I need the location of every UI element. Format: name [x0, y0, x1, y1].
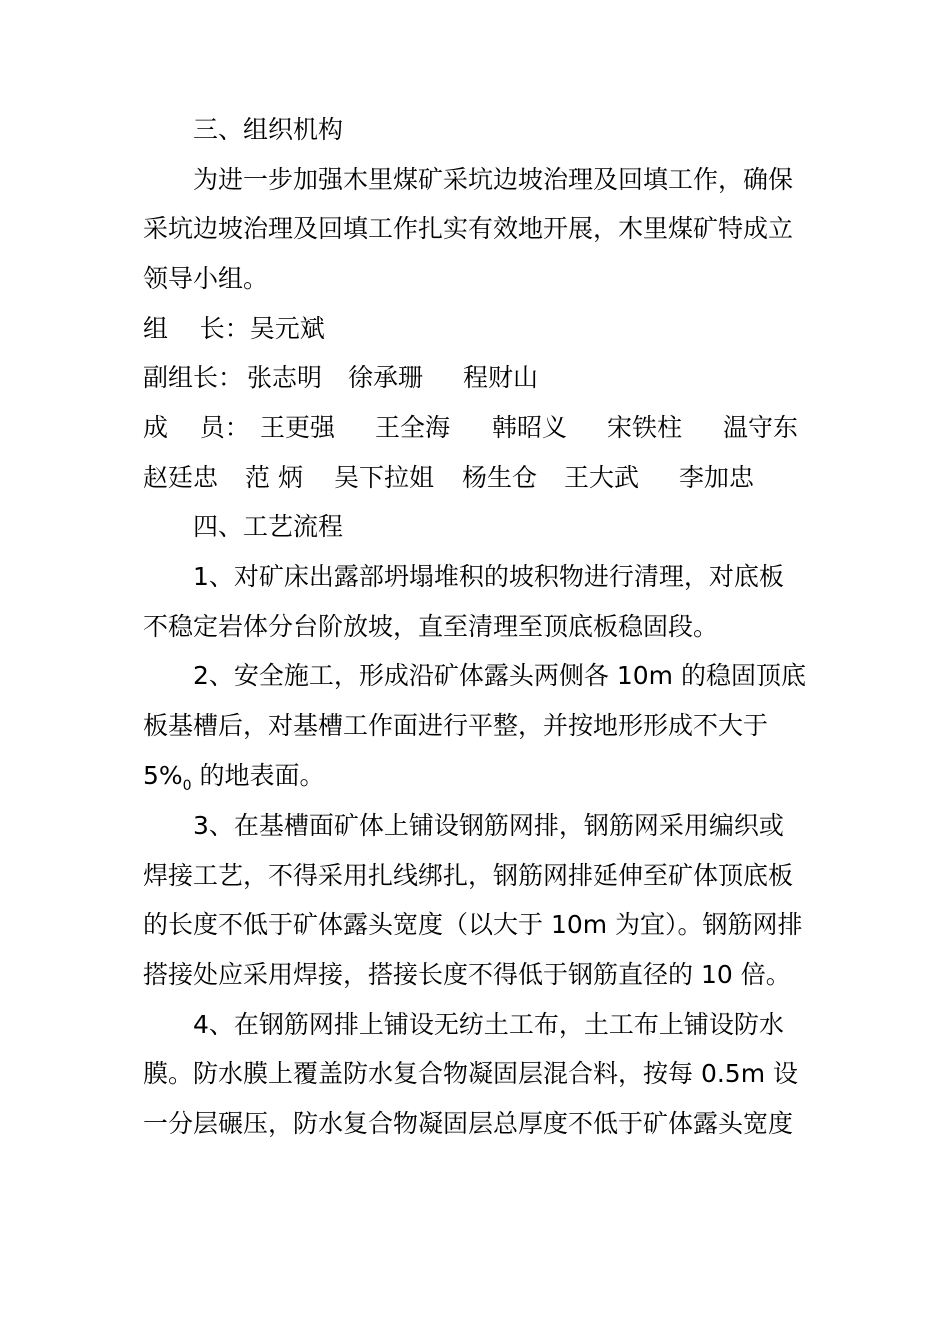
member-name: 王大武: [564, 463, 640, 492]
section-heading-organization: 三、组织机构: [193, 115, 344, 144]
member-name: 宋铁柱: [607, 413, 683, 442]
percent-subscript: 0: [182, 778, 192, 794]
member-name: 温守东: [723, 413, 799, 442]
paragraph-line: 采坑边坡治理及回填工作扎实有效地开展，木里煤矿特成立: [143, 214, 794, 243]
leader-line: [143, 313, 325, 345]
vice-leader-name: 张志明: [247, 363, 323, 392]
paragraph-line: 为进一步加强木里煤矿采坑边坡治理及回填工作，确保: [193, 165, 794, 194]
percent-value: 5%: [143, 761, 183, 790]
vice-leader-line: [143, 362, 843, 394]
members-label: 成 员：: [143, 413, 250, 442]
member-name: 赵廷忠: [143, 463, 219, 492]
paragraph-line: 一分层碾压，防水复合物凝固层总厚度不低于矿体露头宽度: [143, 1109, 794, 1138]
paragraph-line: 4、在钢筋网排上铺设无纺土工布，土工布上铺设防水: [193, 1010, 784, 1039]
members-line-1: [143, 412, 843, 444]
section-heading-process: 四、工艺流程: [193, 512, 344, 541]
member-name: 李加忠: [679, 463, 755, 492]
paragraph-line: 不稳定岩体分台阶放坡，直至清理至顶底板稳固段。: [143, 612, 719, 641]
paragraph-line: 领导小组。: [143, 264, 269, 293]
member-name: 韩昭义: [492, 413, 568, 442]
paragraph-line: 2、安全施工，形成沿矿体露头两侧各 10m 的稳固顶底: [193, 661, 806, 690]
members-line-2: [143, 462, 843, 494]
paragraph-line: 3、在基槽面矿体上铺设钢筋网排，钢筋网采用编织或: [193, 811, 784, 840]
paragraph-line: 焊接工艺，不得采用扎线绑扎，钢筋网排延伸至矿体顶底板: [143, 861, 794, 890]
member-name: 杨生仓: [462, 463, 538, 492]
paragraph-line: [143, 760, 325, 792]
vice-leader-name: 徐承珊: [348, 363, 424, 392]
leader-text: 组 长：吴元斌: [143, 314, 325, 343]
paragraph-line: 的长度不低于矿体露头宽度（以大于 10m 为宜）。钢筋网排: [143, 910, 803, 939]
vice-leader-name: 程财山: [463, 363, 539, 392]
member-name: 范 炳: [245, 463, 303, 492]
paragraph-line: 1、对矿床出露部坍塌堆积的坡积物进行清理，对底板: [193, 562, 784, 591]
paragraph-line: 板基槽后，对基槽工作面进行平整，并按地形形成不大于: [143, 711, 769, 740]
member-name: 王全海: [375, 413, 451, 442]
member-name: 吴下拉姐: [334, 463, 435, 492]
paragraph-line: 搭接处应采用焊接，搭接长度不得低于钢筋直径的 10 倍。: [143, 960, 791, 989]
vice-leader-label: 副组长：: [143, 363, 244, 392]
paragraph-line: 膜。防水膜上覆盖防水复合物凝固层混合料，按每 0.5m 设: [143, 1059, 799, 1088]
member-name: 王更强: [260, 413, 336, 442]
paragraph-tail: 的地表面。: [191, 761, 325, 790]
